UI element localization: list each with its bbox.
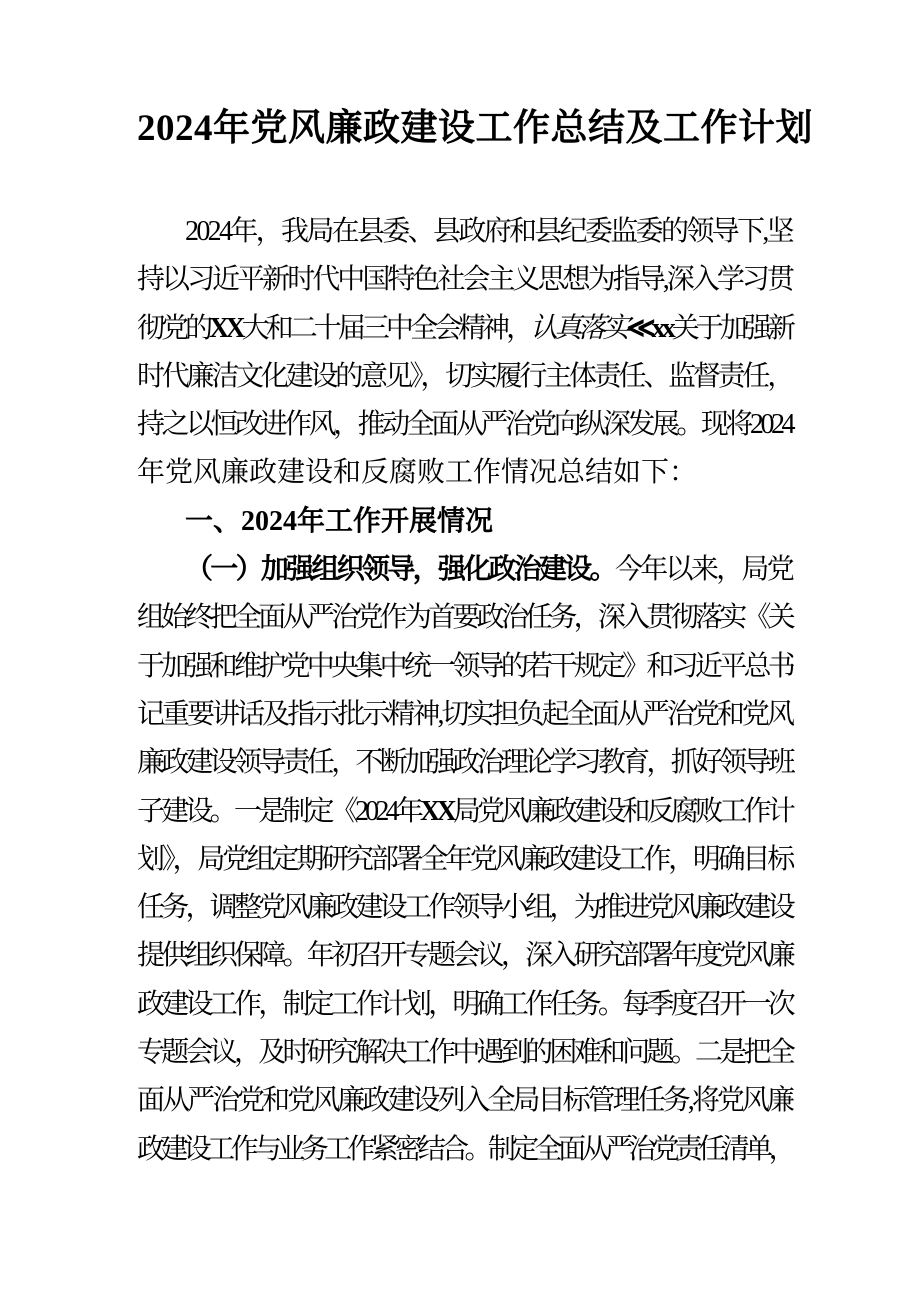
italic-text-segment: 认真落实 <box>530 312 627 344</box>
placeholder-xx-text: XX <box>209 312 242 344</box>
text-segment: 于加强和维护党中央集中统一领导的若干规定》和习近平总书 <box>137 650 792 682</box>
body-line <box>137 353 792 401</box>
placeholder-xx-text: XX <box>420 795 453 827</box>
body-line <box>137 691 792 739</box>
body-line <box>137 546 792 594</box>
body-line <box>137 256 792 304</box>
body-line <box>137 836 792 884</box>
text-segment: 大和二十届三中全会精神， <box>241 312 531 344</box>
body-line <box>137 739 792 787</box>
body-line <box>137 981 792 1029</box>
heading-text: 一、2024年工作开展情况 <box>185 505 494 537</box>
section-heading <box>137 498 792 546</box>
body-line <box>137 788 792 836</box>
text-segment: 组始终把全面从严治党作为首要政治任务，深入贯彻落实《关 <box>137 602 792 634</box>
text-segment: 政建设工作，制定工作计划，明确工作任务。每季度召开一次 <box>137 988 792 1020</box>
text-segment: 专题会议，及时研究解决工作中遇到的困难和问题。二是把全 <box>137 1037 792 1069</box>
body-line <box>137 449 792 497</box>
subheading-text: （一）加强组织领导，强化政治建设。 <box>185 554 615 586</box>
text-segment: 记重要讲话及指示批示精神,切实担负起全面从严治党和党风 <box>137 698 792 730</box>
text-segment: 子建设。一是制定《2024年 <box>137 795 421 827</box>
body-line <box>137 401 792 449</box>
text-segment: 今年以来，局党 <box>614 554 792 586</box>
body-line <box>137 884 792 932</box>
body-line <box>137 305 792 353</box>
text-segment: 划》，局党组定期研究部署全年党风廉政建设工作，明确目标 <box>137 843 792 875</box>
text-segment: 局党风廉政建设和反腐败工作计 <box>452 795 792 827</box>
body-line <box>137 643 792 691</box>
text-segment: 政建设工作与业务工作紧密结合。制定全面从严治党责任清单， <box>137 1133 792 1165</box>
text-segment: 持以习近平新时代中国特色社会主义思想为指导,深入学习贯 <box>137 264 792 296</box>
body-line <box>137 594 792 642</box>
body-line <box>137 1126 792 1174</box>
text-segment: 提供组织保障。年初召开专题会议，深入研究部署年度党风廉 <box>137 940 792 972</box>
text-segment: 任务，调整党风廉政建设工作领导小组，为推进党风廉政建设 <box>137 892 792 924</box>
body-line <box>137 1029 792 1077</box>
text-segment: 廉政建设领导责任，不断加强政治理论学习教育，抓好领导班 <box>137 747 792 779</box>
text-segment: 2024年，我局在县委、县政府和县纪委监委的领导下,坚 <box>185 216 792 247</box>
document-title: 2024年党风廉政建设工作总结及工作计划 <box>137 108 813 149</box>
body-line <box>137 1077 792 1125</box>
text-segment: 年党风廉政建设和反腐败工作情况总结如下： <box>137 457 698 489</box>
text-segment: 彻党的 <box>137 312 210 344</box>
text-segment: 面从严治党和党风廉政建设列入全局目标管理任务,将党风廉 <box>137 1085 792 1117</box>
text-segment: 时代廉洁文化建设的意见》，切实履行主体责任、监督责任， <box>137 360 792 392</box>
text-segment: 持之以恒改进作风，推动全面从严治党向纵深发展。现将2024 <box>137 409 792 441</box>
text-segment: 关于加强新 <box>671 312 792 344</box>
body-line <box>137 208 792 256</box>
placeholder-xx-text: ≪xx <box>626 312 672 344</box>
document-body <box>137 208 792 1174</box>
body-line <box>137 932 792 980</box>
